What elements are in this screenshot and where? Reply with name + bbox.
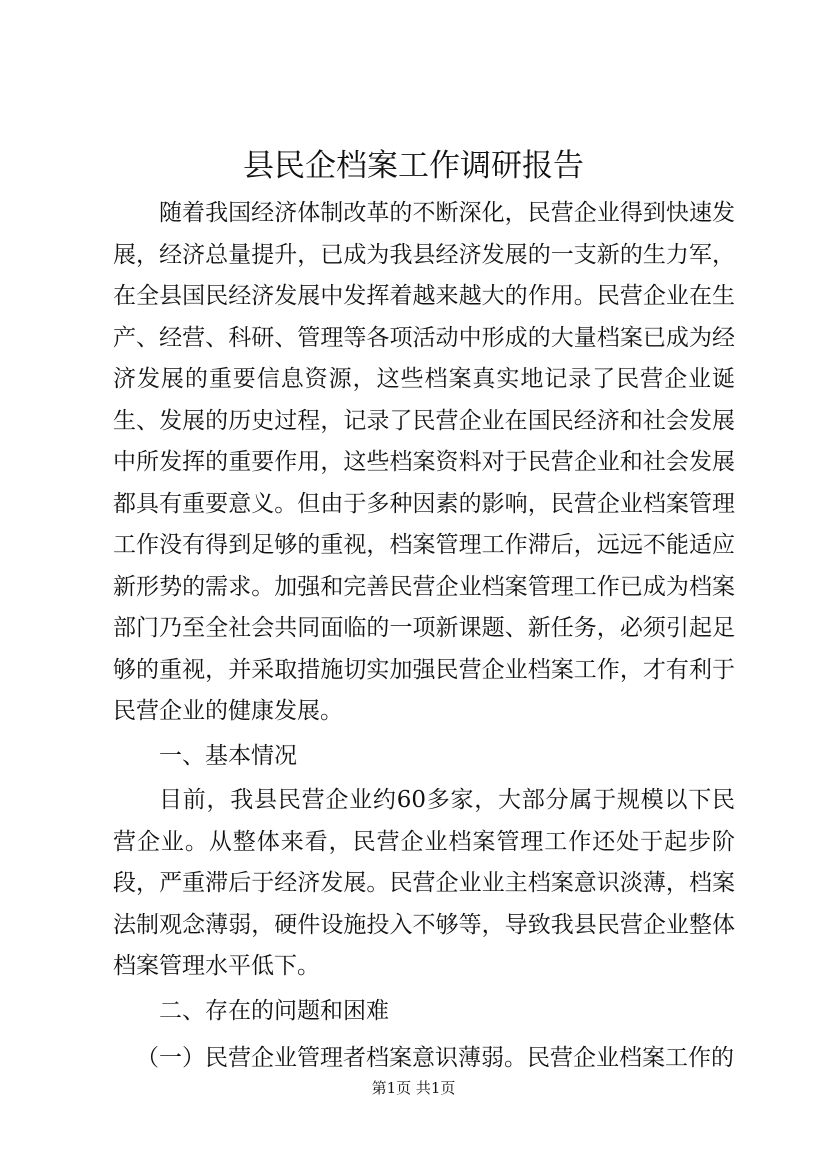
section-heading-basic-situation: 一、基本情况 (159, 742, 297, 769)
document-title: 县民企档案工作调研报告 (243, 148, 584, 184)
problem-item-1: （一）民营企业管理者档案意识薄弱。民营企业档案工作的 (136, 1045, 734, 1071)
intro-paragraph: 随着我国经济体制改革的不断深化，民营企业得到快速发展，经济总量提升，已成为我县经济发展的一支新的生力军，在全县国民经济发展中发挥着越来越大的作用。民营企业在生产、经营、科研、管理等各项活动中形成的大量档案已成为经济发展的重要信息资源，这些档案真实地记录了民营企业诞生、发展的历史过程，记录了民营企业在国民经济和社会发展中所发挥的重要作用，这些档案资料对于民营企业和社会发展都具有重要意义。但由于多种因素的影响，民营企业档案管理工作没有得到足够的重视，档案管理工作滞后，远远不能适应新形势的需求。加强和完善民营企业档案管理工作已成为档案部门乃至全社会共同面临的一项新课题、新任务，必须引起足够的重视，并采取措施切实加强民营企业档案工作，才有利于民营企业的健康发展。 (113, 200, 735, 724)
basic-situation-paragraph: 目前，我县民营企业约60多家，大部分属于规模以下民营企业。从整体来看，民营企业档案管理工作还处于起步阶段，严重滞后于经济发展。民营企业业主档案意识淡薄，档案法制观念薄弱，硬件设施投入不够等，导致我县民营企业整体档案管理水平低下。 (113, 787, 735, 979)
section-heading-problems: 二、存在的问题和困难 (159, 997, 389, 1024)
document-body (113, 193, 735, 1080)
page-footer: 第1页 共1页 (371, 1079, 456, 1097)
